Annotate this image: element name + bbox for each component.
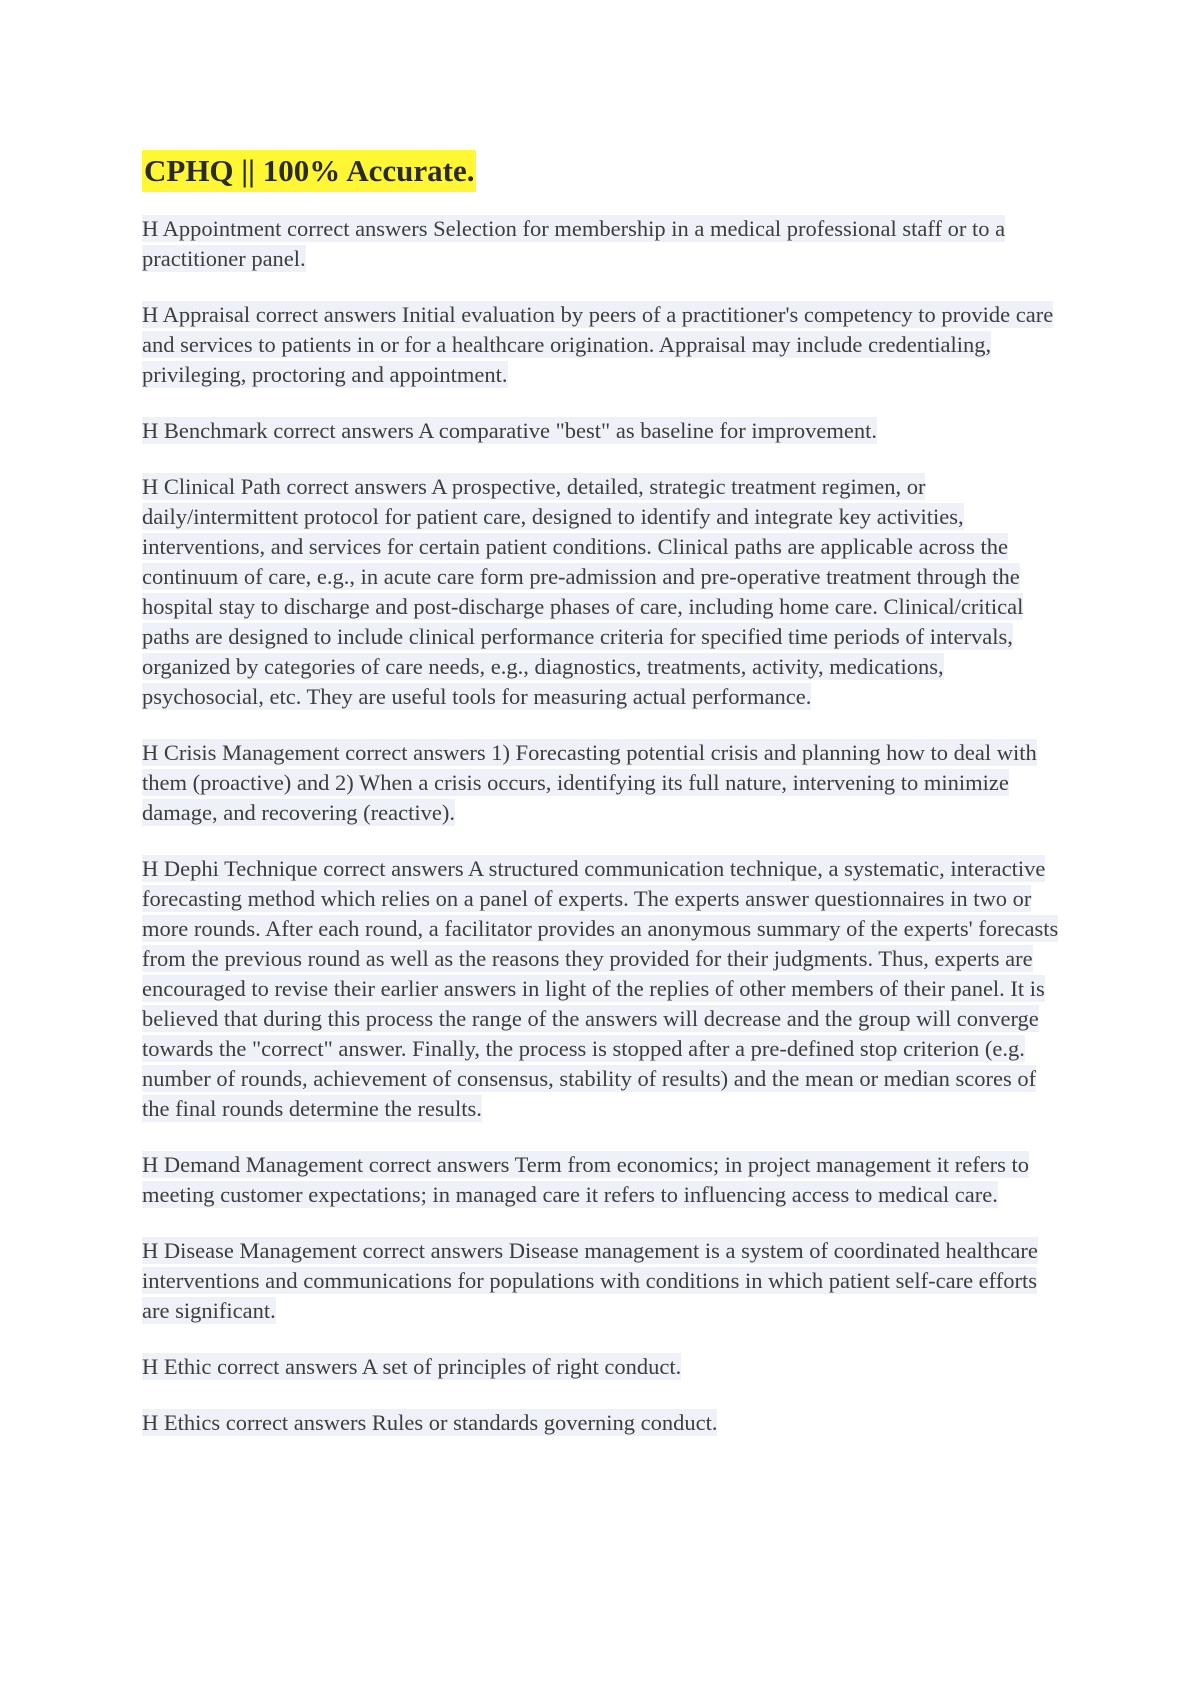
document-page xyxy=(142,150,1062,1464)
entry-text: H Clinical Path correct answers A prospective, detailed, strategic treatment regimen, or daily/intermittent protocol for patient care, designed to identify and integrate key activities, interventions, and services for certain patient conditions. Clinical paths are applicable across the continuum of care, e.g., in acute care form pre-admission and pre-operative treatment through the hospital stay to discharge and post-discharge phases of care, including home care. Clinical/critical paths are designed to include clinical performance criteria for specified time periods of intervals, organized by categories of care needs, e.g., diagnostics, treatments, activity, medications, psychosocial, etc. They are useful tools for measuring actual performance. xyxy=(142,474,1024,709)
entry-clinical-path xyxy=(142,472,1062,712)
entry-text: H Disease Management correct answers Disease management is a system of coordinated healthcare interventions and communications for populations with conditions in which patient self-care efforts are significant. xyxy=(142,1238,1038,1323)
entry-text: H Ethic correct answers A set of principles of right conduct. xyxy=(142,1354,682,1379)
entry-text: H Crisis Management correct answers 1) Forecasting potential crisis and planning how to deal with them (proactive) and 2) When a crisis occurs, identifying its full nature, intervening to minimize damage, and recovering (reactive). xyxy=(142,740,1037,825)
entry-disease-management xyxy=(142,1236,1062,1326)
entry-benchmark xyxy=(142,416,1062,446)
entry-appointment xyxy=(142,214,1062,274)
entry-text: H Appraisal correct answers Initial evaluation by peers of a practitioner's competency to provide care and services to patients in or for a healthcare origination. Appraisal may include credentialing, privileging, proctoring and appointment. xyxy=(142,302,1054,387)
entry-text: H Dephi Technique correct answers A structured communication technique, a systematic, interactive forecasting method which relies on a panel of experts. The experts answer questionnaires in two or more rounds. After each round, a facilitator provides an anonymous summary of the experts' forecasts from the previous round as well as the reasons they provided for their judgments. Thus, experts are encouraged to revise their earlier answers in light of the replies of other members of their panel. It is believed that during this process the range of the answers will decrease and the group will converge towards the "correct" answer. Finally, the process is stopped after a pre-defined stop criterion (e.g. number of rounds, achievement of consensus, stability of results) and the mean or median scores of the final rounds determine the results. xyxy=(142,856,1059,1121)
entry-text: H Appointment correct answers Selection for membership in a medical professional staff or to a practitioner panel. xyxy=(142,216,1006,271)
entry-text: H Demand Management correct answers Term from economics; in project management it refers to meeting customer expectations; in managed care it refers to influencing access to medical care. xyxy=(142,1152,1030,1207)
entry-ethics xyxy=(142,1408,1062,1438)
entry-text: H Benchmark correct answers A comparative "best" as baseline for improvement. xyxy=(142,418,877,443)
entry-ethic xyxy=(142,1352,1062,1382)
entry-text: H Ethics correct answers Rules or standards governing conduct. xyxy=(142,1410,718,1435)
entry-dephi-technique xyxy=(142,854,1062,1124)
entry-crisis-management xyxy=(142,738,1062,828)
document-title: CPHQ || 100% Accurate. xyxy=(142,150,476,192)
entry-appraisal xyxy=(142,300,1062,390)
entry-demand-management xyxy=(142,1150,1062,1210)
